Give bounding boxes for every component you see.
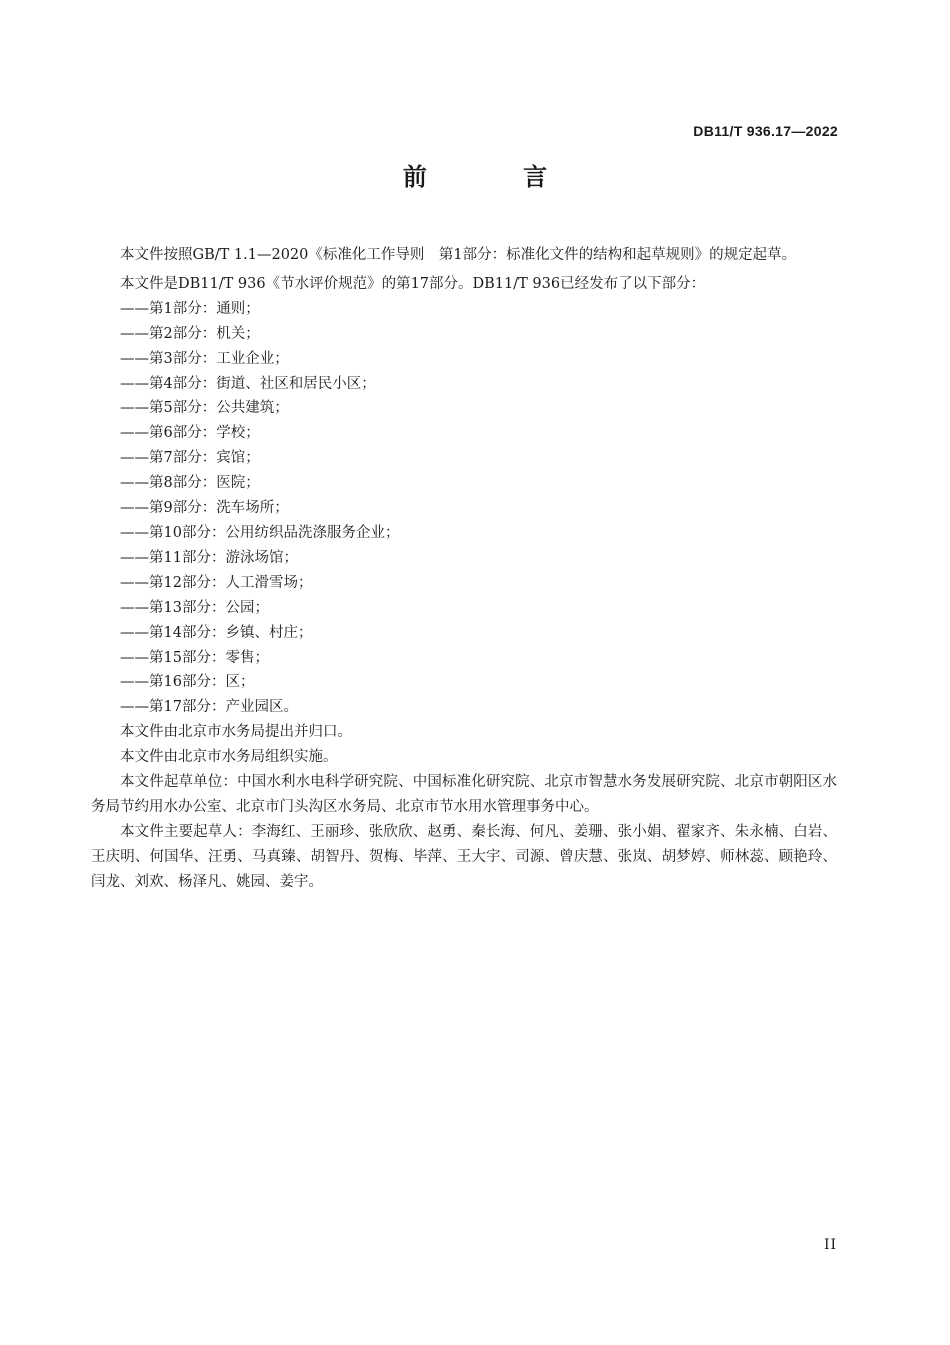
list-item: ——第8部分：医院； [120,475,260,492]
list-item: ——第2部分：机关； [120,325,260,342]
list-item: ——第5部分：公共建筑； [120,400,289,417]
list-item: ——第11部分：游泳场馆； [120,549,298,566]
list-item: ——第3部分：工业企业； [120,350,289,367]
list-item: ——第1部分：通则； [120,300,260,317]
page-number: II [823,1237,837,1253]
proposer-paragraph: 本文件由北京市水务局提出并归口。 [120,724,352,741]
implementer-paragraph: 本文件由北京市水务局组织实施。 [120,749,338,766]
parts-intro-paragraph: 本文件是DB11/T 936《节水评价规范》的第17部分。DB11/T 936已经发布了以下部分： [120,275,706,292]
list-item: ——第7部分：宾馆； [120,450,260,467]
list-item: ——第13部分：公园； [120,599,269,616]
list-item: ——第9部分：洗车场所； [120,500,289,517]
list-item: ——第4部分：街道、社区和居民小区； [120,375,376,392]
drafters-paragraph: 本文件主要起草人：李海红、王丽珍、张欣欣、赵勇、秦长海、何凡、姜珊、张小娟、翟家齐、朱永楠、白岩、王庆明、何国华、汪勇、马真臻、胡智丹、贺梅、毕萍、王大宇、司源、曾庆慧、张岚、胡梦婷、师林蕊、顾艳玲、闫龙、刘欢、杨泽凡、姚园、姜宇。 [91,823,837,890]
list-item: ——第17部分：产业园区。 [120,699,298,716]
list-item: ——第10部分：公用纺织品洗涤服务企业； [120,524,400,541]
parts-list [91,297,837,720]
document-code: DB11/T 936.17—2022 [693,123,838,139]
list-item: ——第16部分：区； [120,674,255,691]
list-item: ——第6部分：学校； [120,425,260,442]
intro-paragraph: 本文件按照GB/T 1.1—2020《标准化工作导则 第1部分：标准化文件的结构和起草规则》的规定起草。 [120,247,797,263]
page-title: 前 言 [402,163,592,191]
drafting-units-paragraph: 本文件起草单位：中国水利水电科学研究院、中国标准化研究院、北京市智慧水务发展研究院、北京市朝阳区水务局节约用水办公室、北京市门头沟区水务局、北京市节水用水管理事务中心。 [91,774,837,815]
document-body [91,243,837,895]
list-item: ——第14部分：乡镇、村庄； [120,624,313,641]
list-item: ——第15部分：零售； [120,649,269,666]
list-item: ——第12部分：人工滑雪场； [120,574,313,591]
